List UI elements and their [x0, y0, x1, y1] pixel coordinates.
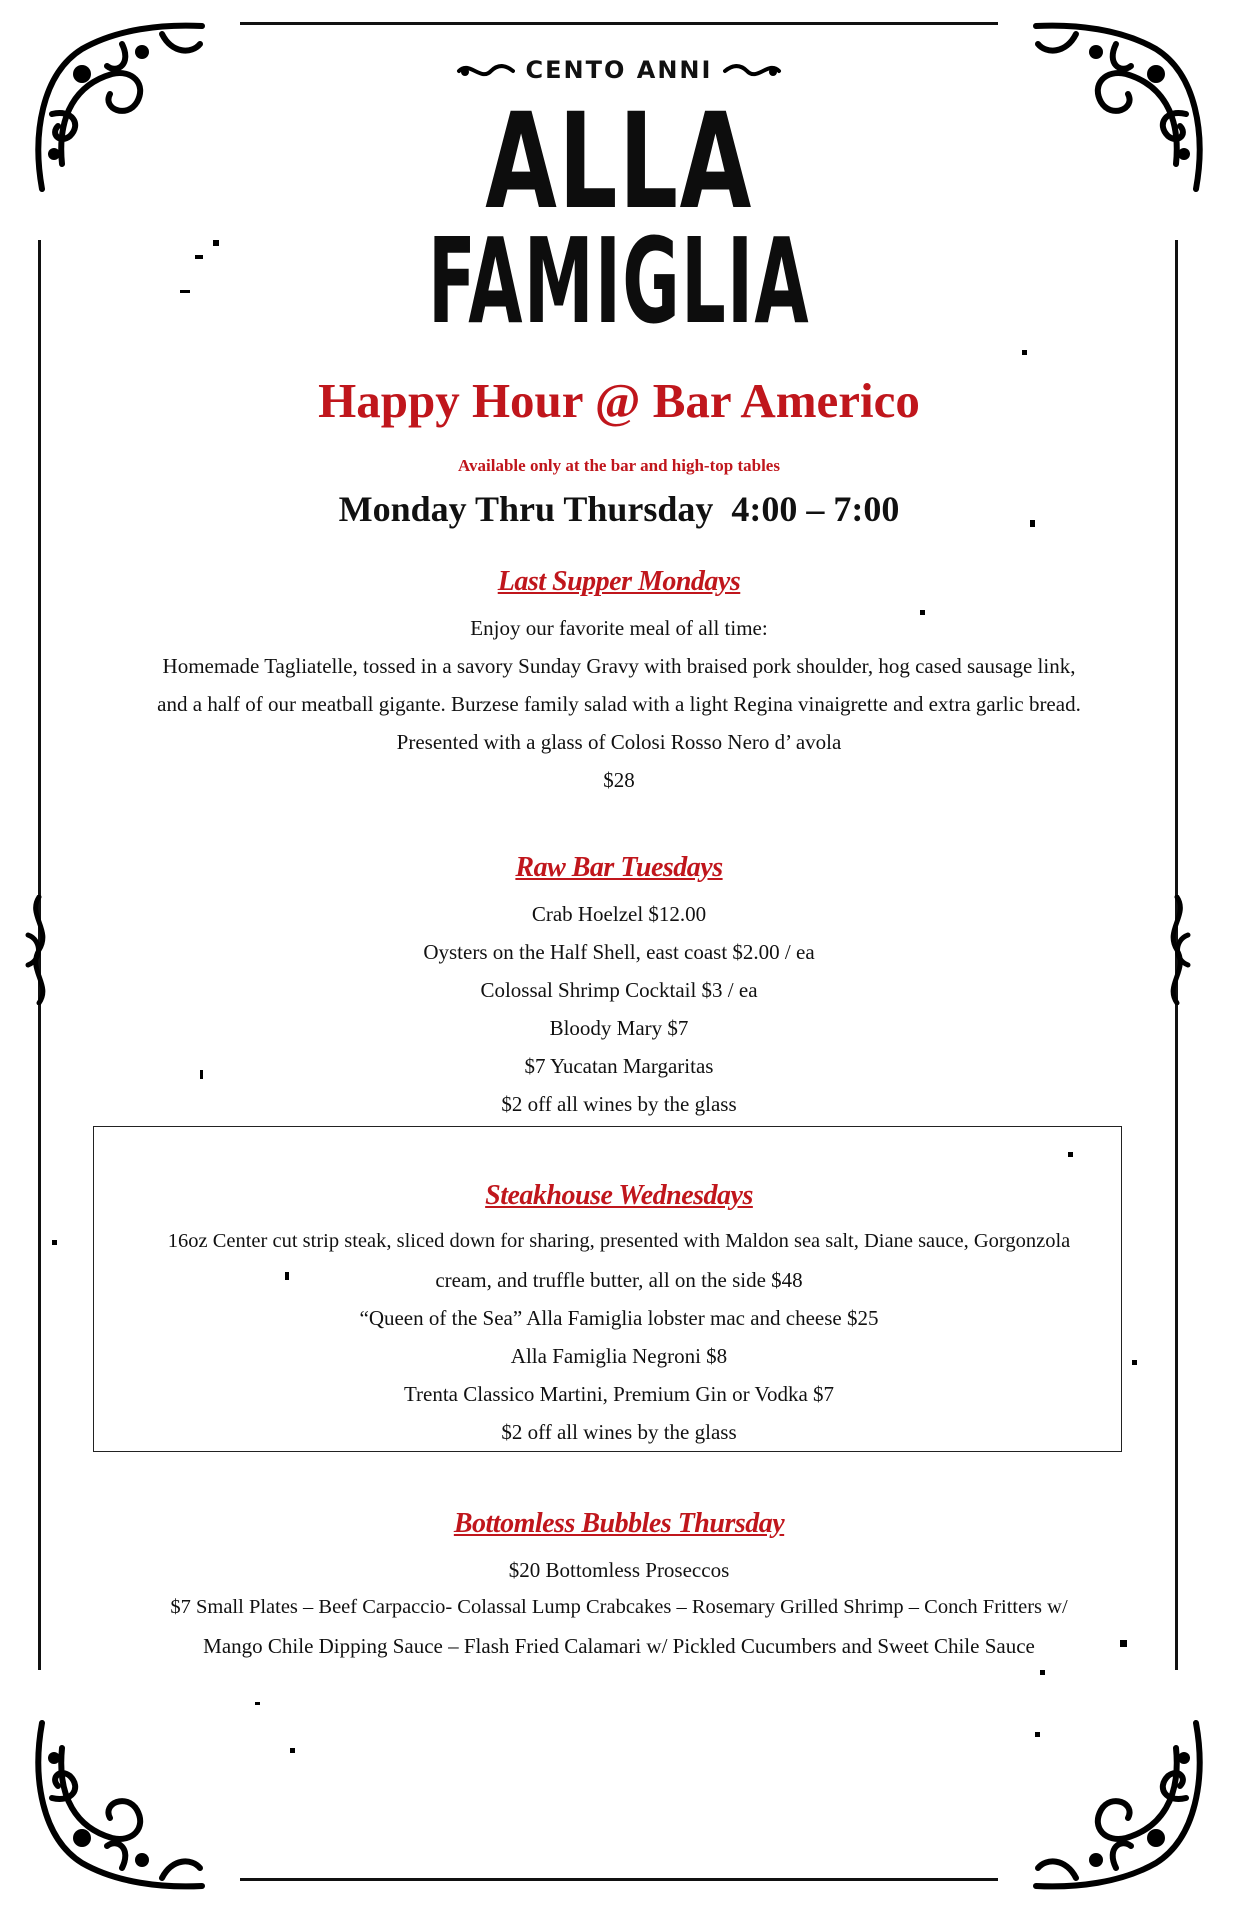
speck: [180, 290, 190, 293]
corner-flourish-icon: [1026, 1708, 1216, 1898]
speck: [1120, 1640, 1127, 1647]
menu-line: $7 Yucatan Margaritas: [524, 1054, 714, 1078]
speck: [1068, 1152, 1073, 1157]
top-border: [240, 22, 998, 25]
schedule: [0, 488, 1238, 530]
bottom-border: [240, 1878, 998, 1881]
menu-line: Enjoy our favorite meal of all time:: [470, 616, 768, 640]
speck: [1030, 520, 1035, 527]
speck: [920, 610, 925, 615]
speck: [1040, 1670, 1045, 1675]
menu-line: $20 Bottomless Proseccos: [508, 1558, 730, 1582]
speck: [285, 1272, 289, 1280]
speck: [200, 1070, 203, 1079]
side-ornament-icon: [22, 895, 56, 1005]
menu-line: Alla Famiglia Negroni $8: [510, 1344, 728, 1368]
speck: [213, 240, 219, 246]
menu-line: “Queen of the Sea” Alla Famiglia lobster mac and cheese $25: [359, 1306, 879, 1330]
brand-line: [0, 56, 1238, 84]
logo-famiglia: FAMIGLIA: [428, 212, 810, 350]
speck: [255, 1702, 260, 1705]
menu-line: Presented with a glass of Colosi Rosso Nero d’ avola: [396, 730, 842, 754]
speck: [1132, 1360, 1137, 1365]
schedule-days: Monday Thru Thursday: [338, 489, 714, 529]
swirl-icon: [455, 60, 515, 82]
menu-line: $2 off all wines by the glass: [501, 1092, 737, 1116]
menu-line: Oysters on the Half Shell, east coast $2.00 / ea: [423, 940, 815, 964]
speck: [290, 1748, 295, 1753]
section-title-monday: Last Supper Mondays: [497, 566, 741, 597]
menu-line: and a half of our meatball gigante. Burzese family salad with a light Regina vinaigrette and extra garlic bread.: [157, 692, 1081, 716]
menu-line: cream, and truffle butter, all on the side $48: [435, 1268, 803, 1292]
menu-line: Trenta Classico Martini, Premium Gin or Vodka $7: [403, 1382, 835, 1406]
menu-line: 16oz Center cut strip steak, sliced down for sharing, presented with Maldon sea salt, Diane sauce, Gorgonzola: [167, 1230, 1071, 1252]
menu-line: $7 Small Plates – Beef Carpaccio- Colassal Lump Crabcakes – Rosemary Grilled Shrimp – Conch Fritters w/: [170, 1596, 1068, 1618]
side-ornament-icon: [1160, 895, 1194, 1005]
availability-note: Available only at the bar and high-top tables: [458, 456, 780, 475]
corner-flourish-icon: [22, 1708, 212, 1898]
menu-price: $28: [603, 768, 635, 792]
speck: [1022, 350, 1027, 355]
menu-line: Colossal Shrimp Cocktail $3 / ea: [480, 978, 758, 1002]
menu-line: Mango Chile Dipping Sauce – Flash Fried Calamari w/ Pickled Cucumbers and Sweet Chile Sauce: [203, 1634, 1035, 1658]
menu-line: Homemade Tagliatelle, tossed in a savory Sunday Gravy with braised pork shoulder, hog cased sausage link,: [162, 654, 1076, 678]
speck: [52, 1240, 57, 1245]
speck: [195, 255, 203, 259]
swirl-icon: [723, 60, 783, 82]
menu-line: $2 off all wines by the glass: [501, 1420, 737, 1444]
section-title-wednesday: Steakhouse Wednesdays: [485, 1180, 753, 1211]
logo-alla: ALLA: [485, 85, 753, 239]
brand-name: CENTO ANNI: [525, 56, 713, 84]
section-title-thursday: Bottomless Bubbles Thursday: [453, 1508, 785, 1539]
page-title: Happy Hour @ Bar Americo: [318, 373, 920, 428]
speck: [1035, 1732, 1040, 1737]
schedule-hours: 4:00 – 7:00: [731, 489, 900, 529]
menu-line: Crab Hoelzel $12.00: [531, 902, 707, 926]
section-title-tuesday: Raw Bar Tuesdays: [515, 852, 723, 883]
menu-line: Bloody Mary $7: [549, 1016, 689, 1040]
